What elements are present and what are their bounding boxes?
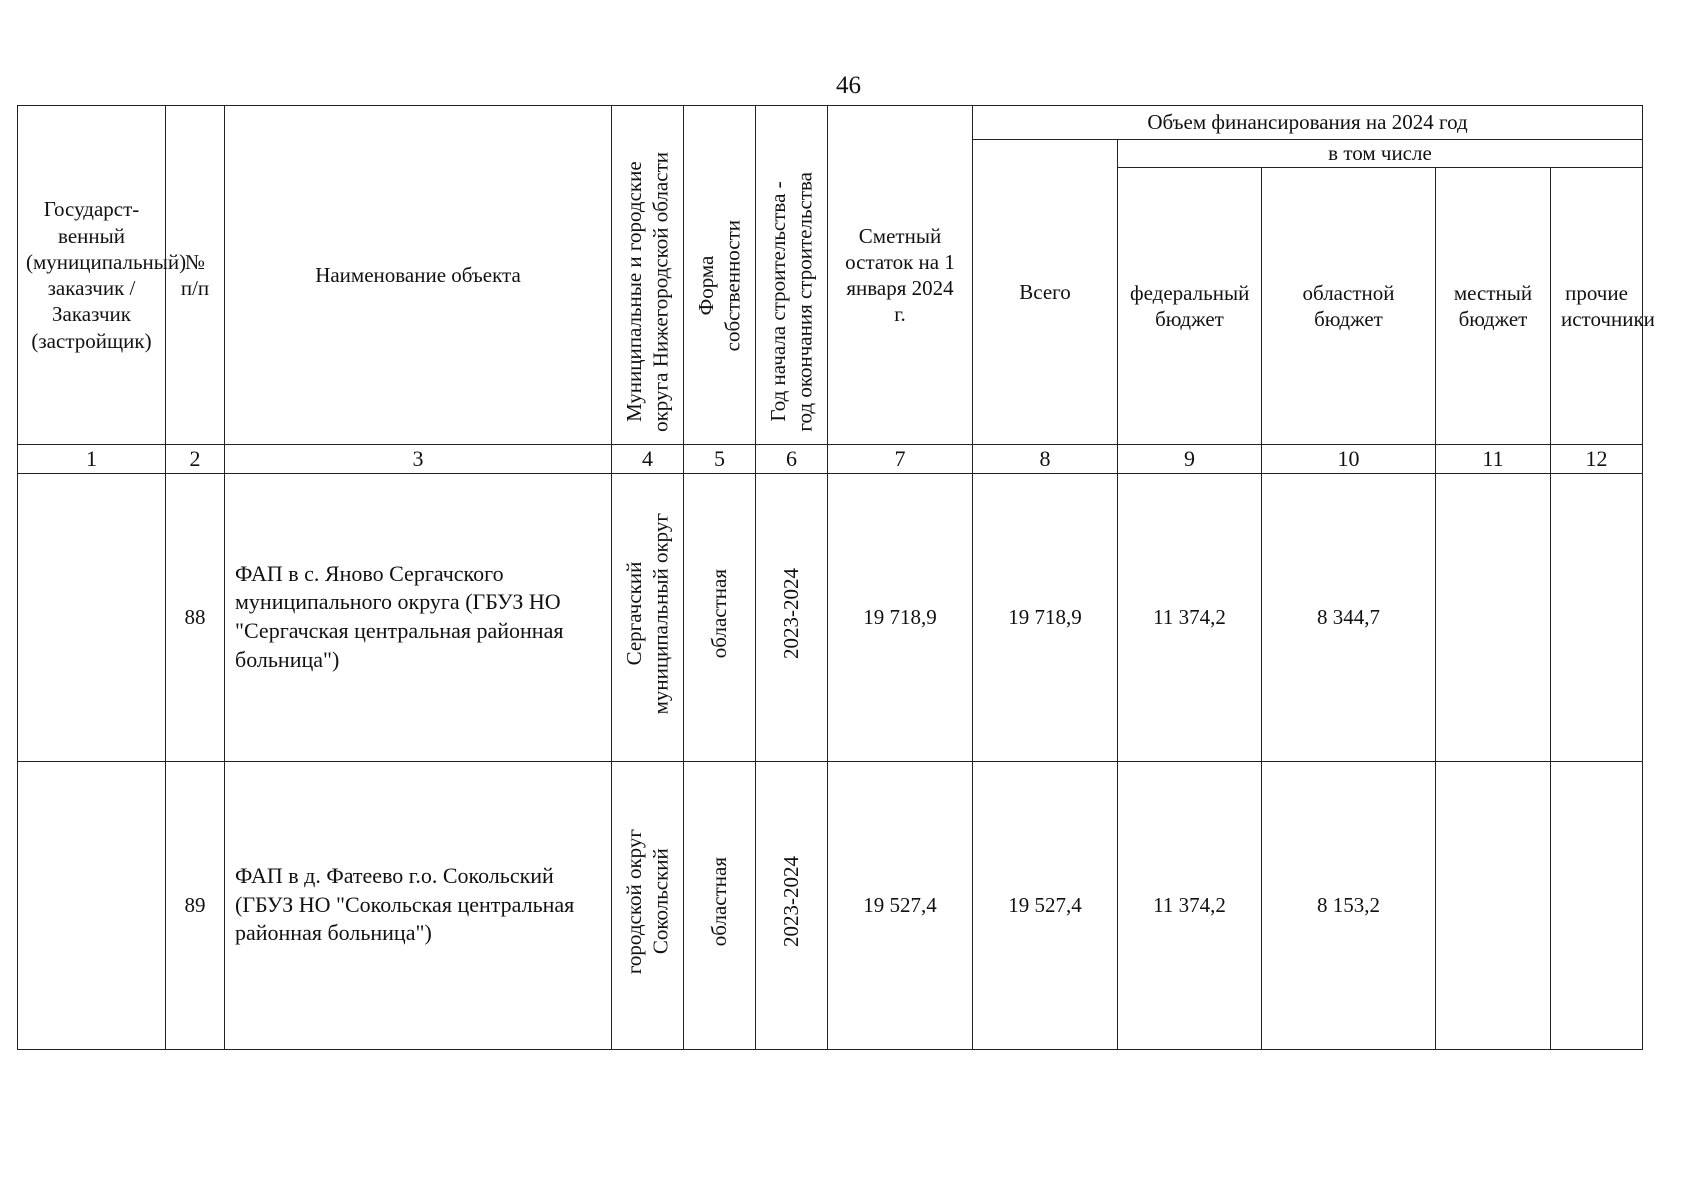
cell-municipal: Сергачский муниципальный округ: [612, 473, 684, 761]
header-years: Год начала строительства - год окончания строительства: [756, 106, 828, 445]
cell-other: [1551, 761, 1643, 1049]
column-number: 1: [18, 445, 166, 474]
cell-local: [1436, 473, 1551, 761]
header-federal: федеральный бюджет: [1118, 168, 1262, 445]
financing-table: [17, 105, 1655, 1050]
cell-object-name: ФАП в д. Фатеево г.о. Сокольский (ГБУЗ НО "Сокольская центральная районная больница"): [225, 761, 612, 1049]
cell-regional: 8 153,2: [1262, 761, 1436, 1049]
cell-years: 2023-2024: [756, 473, 828, 761]
cell-local: [1436, 761, 1551, 1049]
cell-balance: 19 527,4: [828, 761, 973, 1049]
cell-num: 89: [166, 761, 225, 1049]
cell-regional: 8 344,7: [1262, 473, 1436, 761]
column-number: 3: [225, 445, 612, 474]
column-number: 8: [973, 445, 1118, 474]
header-balance: Сметный остаток на 1 января 2024 г.: [828, 106, 973, 445]
cell-balance: 19 718,9: [828, 473, 973, 761]
header-num: № п/п: [166, 106, 225, 445]
header-ownership: Форма собственности: [684, 106, 756, 445]
cell-num: 88: [166, 473, 225, 761]
page-number: 46: [836, 72, 861, 99]
column-number: 4: [612, 445, 684, 474]
cell-municipal: городской округ Сокольский: [612, 761, 684, 1049]
cell-customer: [18, 473, 166, 761]
cell-ownership: областная: [684, 473, 756, 761]
cell-other: [1551, 473, 1643, 761]
table-row: [18, 761, 1643, 1049]
header-municipal: Муниципальные и городские округа Нижегородской области: [612, 106, 684, 445]
header-financing-total: Объем финансирования на 2024 год: [973, 106, 1643, 140]
column-number: 12: [1551, 445, 1643, 474]
header-local: местный бюджет: [1436, 168, 1551, 445]
column-number: 5: [684, 445, 756, 474]
cell-ownership: областная: [684, 761, 756, 1049]
column-number: 9: [1118, 445, 1262, 474]
cell-customer: [18, 761, 166, 1049]
header-other: прочие источники: [1551, 168, 1643, 445]
column-number: 7: [828, 445, 973, 474]
header-total: Всего: [973, 140, 1118, 445]
cell-total: 19 718,9: [973, 473, 1118, 761]
cell-years: 2023-2024: [756, 761, 828, 1049]
cell-total: 19 527,4: [973, 761, 1118, 1049]
column-number: 10: [1262, 445, 1436, 474]
header-customer: Государст-венный (муниципальный) заказчик / Заказчик (застройщик): [18, 106, 166, 445]
header-including: в том числе: [1118, 140, 1643, 168]
cell-federal: 11 374,2: [1118, 473, 1262, 761]
cell-object-name: ФАП в с. Яново Сергачского муниципального округа (ГБУЗ НО "Сергачская центральная районная больница"): [225, 473, 612, 761]
column-number: 11: [1436, 445, 1551, 474]
header-object-name: Наименование объекта: [225, 106, 612, 445]
column-number: 6: [756, 445, 828, 474]
table-row: [18, 473, 1643, 761]
column-number: 2: [166, 445, 225, 474]
cell-federal: 11 374,2: [1118, 761, 1262, 1049]
header-regional: областной бюджет: [1262, 168, 1436, 445]
